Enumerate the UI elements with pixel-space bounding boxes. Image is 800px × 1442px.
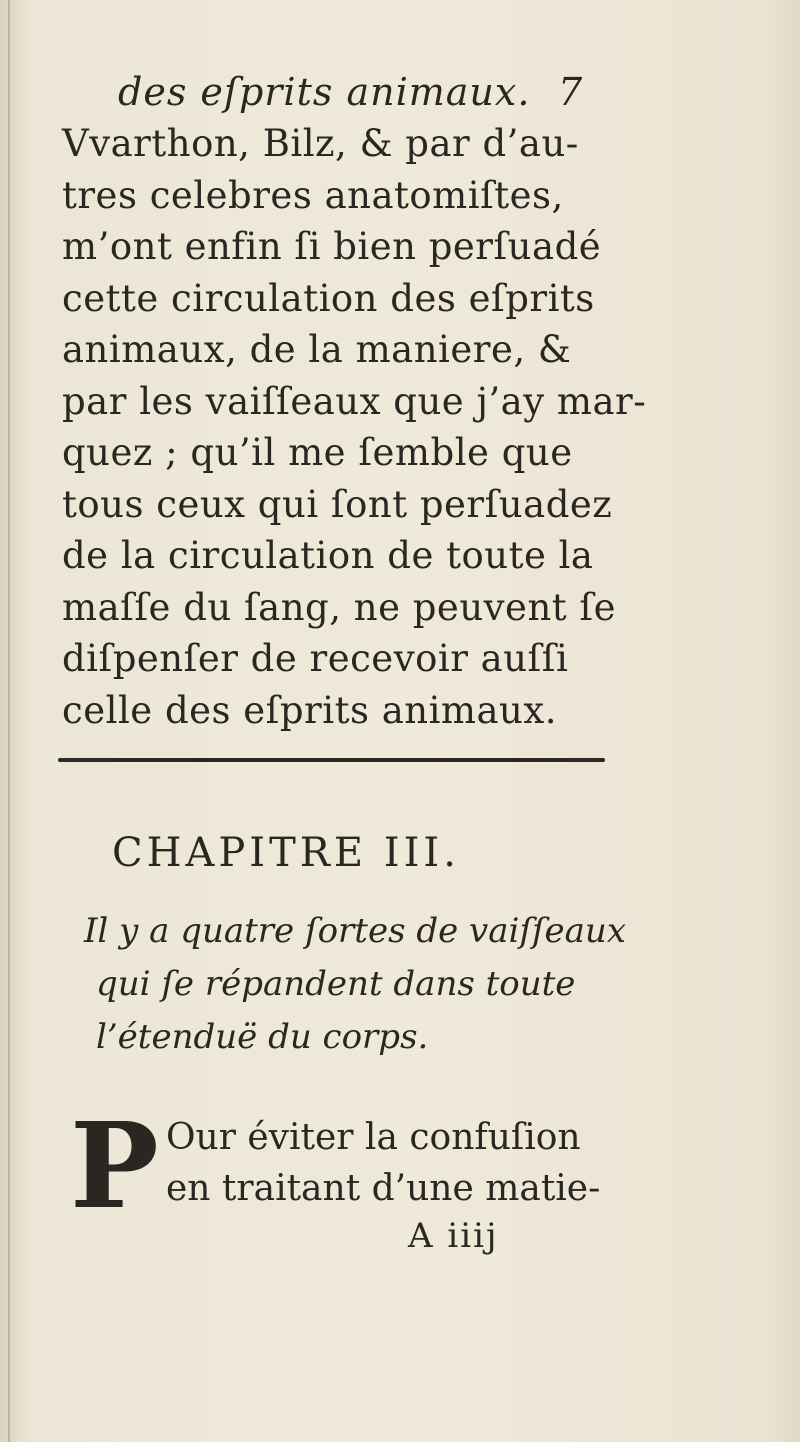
drop-cap: P xyxy=(70,1096,159,1235)
body-line: diſpenſer de recevoir auſſi xyxy=(62,637,569,680)
body-line: m’ont enfin ſi bien perſuadé xyxy=(62,225,602,268)
chapter-heading: CHAPITRE III. xyxy=(112,830,460,876)
body-line: celle des eſprits animaux. xyxy=(62,688,558,732)
page-number: 7 xyxy=(558,70,583,114)
opening-paragraph xyxy=(166,1112,636,1214)
body-line: par les vaiſſeaux que j’ay mar- xyxy=(62,379,647,423)
page-gutter-divider xyxy=(8,0,10,1442)
summary-line: l’étenduë du corps. xyxy=(96,1017,429,1057)
body-line: maſſe du ſang, ne peuvent ſe xyxy=(62,585,617,629)
opening-line: en traitant d’une matie- xyxy=(166,1168,601,1209)
body-line: de la circulation de toute la xyxy=(62,534,594,577)
body-line: Vvarthon, Bilz, & par d’au- xyxy=(62,122,579,165)
summary-line: Il y a quatre ſortes de vaiſſeaux xyxy=(84,911,627,951)
body-line: quez ; qu’il me ſemble que xyxy=(62,431,573,474)
body-line: tous ceux qui ſont perſuadez xyxy=(62,482,613,526)
body-line: animaux, de la maniere, & xyxy=(62,328,572,371)
opening-line: Our éviter la confuſion xyxy=(166,1117,581,1158)
chapter-summary xyxy=(84,905,644,1064)
section-rule xyxy=(58,758,605,762)
summary-line: qui ſe répandent dans toute xyxy=(96,964,576,1004)
body-line: tres celebres anatomiſtes, xyxy=(62,173,564,217)
body-line: cette circulation des eſprits xyxy=(62,276,595,320)
signature-mark: A iiij xyxy=(408,1216,499,1256)
page-header xyxy=(118,70,598,120)
body-paragraph xyxy=(62,118,647,736)
running-title: des eſprits animaux. xyxy=(118,70,531,114)
